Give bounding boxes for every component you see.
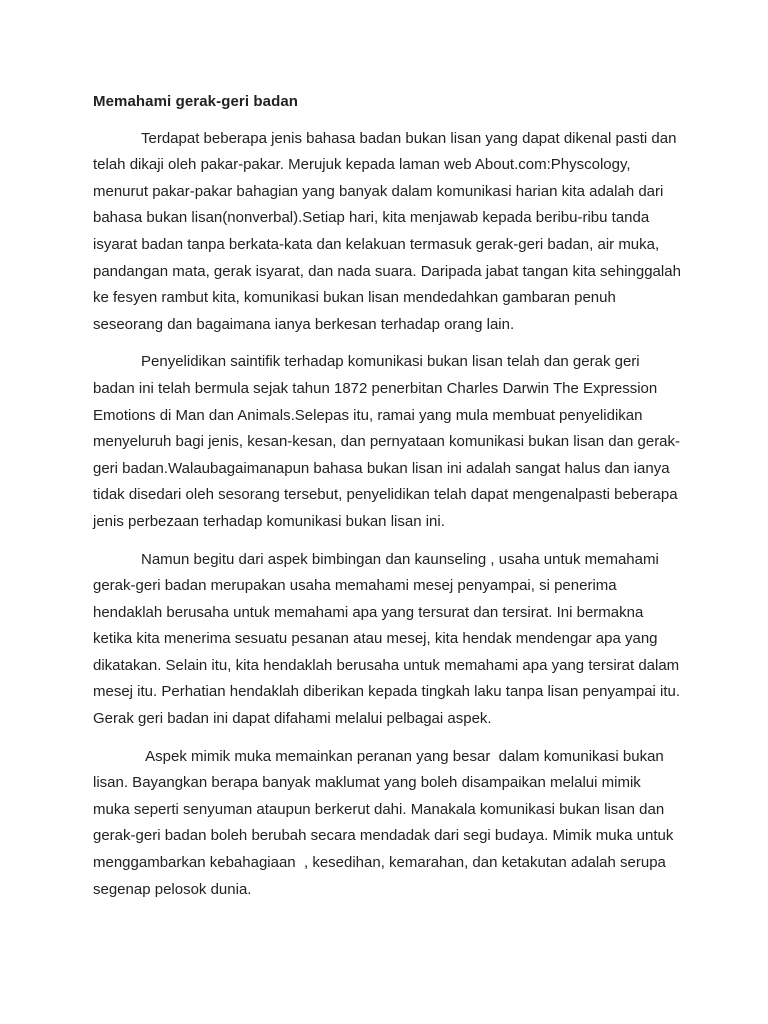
paragraph-3: Namun begitu dari aspek bimbingan dan kaunseling , usaha untuk memahami gerak-geri badan merupakan usaha memahami mesej penyampai, si penerima hendaklah berusaha untuk memahami apa yang tersurat dan tersirat. Ini bermakna ketika kita menerima sesuatu pesanan atau mesej, kita hendak mendengar apa yang dikatakan. Selain itu, kita hendaklah berusaha untuk memahami apa yang tersirat dalam mesej itu. Perhatian hendaklah diberikan kepada tingkah laku tanpa lisan penyampai itu. Gerak geri badan ini dapat difahami melalui pelbagai aspek.: [93, 550, 685, 728]
document-body: [93, 89, 686, 914]
paragraph-4: Aspek mimik muka memainkan peranan yang besar dalam komunikasi bukan lisan. Bayangkan berapa banyak maklumat yang boleh disampaikan melalui mimik muka seperti senyuman ataupun berkerut dahi. Manakala komunikasi bukan lisan dan gerak-geri badan boleh berubah secara mendadak dari segi budaya. Mimik muka untuk menggambarkan kebahagiaan , kesedihan, kemarahan, dan ketakutan adalah serupa segenap pelosok dunia.: [93, 747, 678, 898]
paragraph-2: Penyelidikan saintifik terhadap komunikasi bukan lisan telah dan gerak geri badan ini telah bermula sejak tahun 1872 penerbitan Charles Darwin The Expression Emotions di Man dan Animals.Selepas itu, ramai yang mula membuat penyelidikan menyeluruh bagi jenis, kesan-kesan, dan pernyataan komunikasi bukan lisan dan gerak-geri badan.Walaubagaimanapun bahasa bukan lisan ini adalah sangat halus dan ianya tidak disedari oleh sesorang tersebut, penyelidikan telah dapat mengenalpasti beberapa jenis perbezaan terhadap komunikasi bukan lisan ini.: [93, 353, 682, 530]
paragraph-1: Terdapat beberapa jenis bahasa badan bukan lisan yang dapat dikenal pasti dan telah dikaji oleh pakar-pakar. Merujuk kepada laman web About.com:Physcology, menurut pakar-pakar bahagian yang banyak dalam komunikasi harian kita adalah dari bahasa bukan lisan(nonverbal).Setiap hari, kita menjawab kepada beribu-ribu tanda isyarat badan tanpa berkata-kata dan kelakuan termasuk gerak-geri badan, air muka, pandangan mata, gerak isyarat, dan nada suara. Daripada jabat tangan kita sehinggalah ke fesyen rambut kita, komunikasi bukan lisan mendedahkan gambaran penuh seseorang dan bagaimana ianya berkesan terhadap orang lain.: [93, 129, 686, 333]
document-heading: Memahami gerak-geri badan: [93, 93, 299, 110]
